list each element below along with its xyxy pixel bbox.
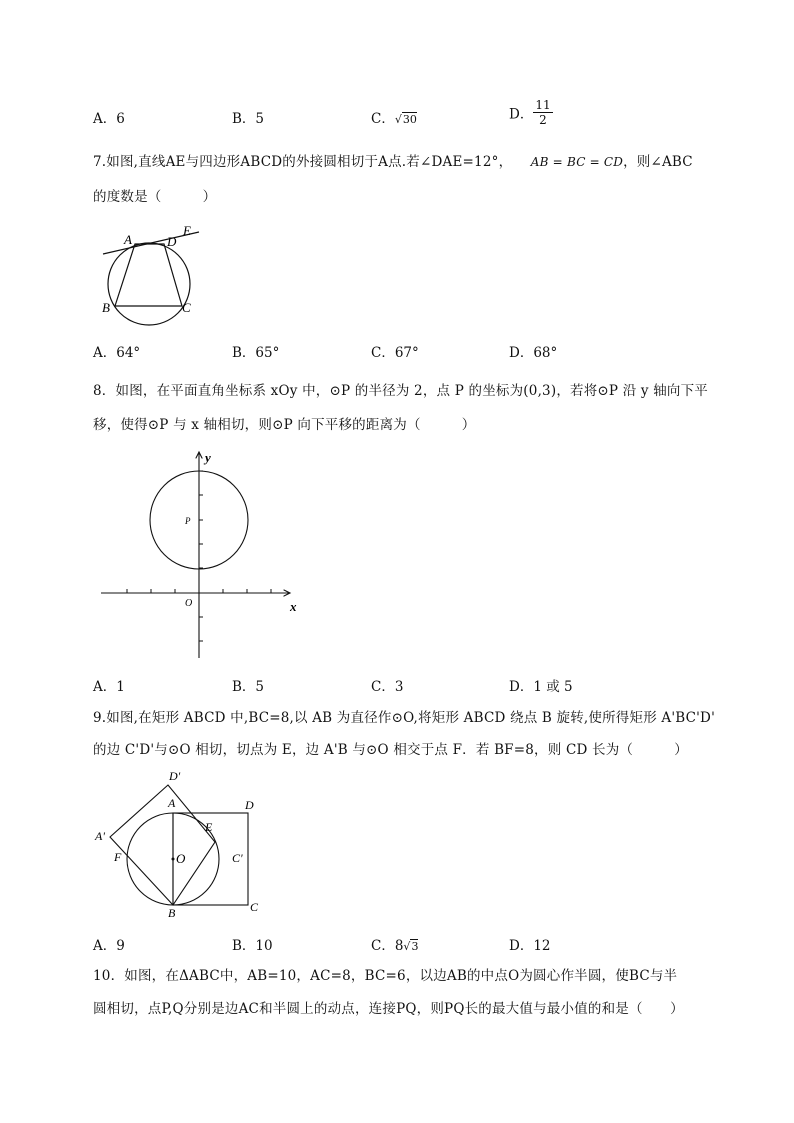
- q7-option-c: C．67°: [371, 345, 419, 361]
- q7-figure: [95, 222, 205, 327]
- q7-label-a: A: [124, 232, 132, 247]
- q9-option-d: D．12: [509, 938, 551, 954]
- q10-stem-line2: 圆相切，点P,Q分别是边AC和半圆上的动点，连接PQ，则PQ长的最大值与最小值的和是（ ）: [93, 1001, 684, 1017]
- q9-label-b: B: [168, 906, 176, 920]
- q9-label-o: O: [176, 851, 186, 866]
- q8-label-o: O: [185, 598, 193, 609]
- q9-stem-line2: 的边 C'D'与⊙O 相切，切点为 E，边 A'B 与⊙O 相交于点 F．若 BF=8，则 CD 长为（ ）: [93, 742, 688, 758]
- q6-option-d-numerator: 11: [535, 98, 551, 112]
- q6-option-d: [509, 98, 553, 127]
- q9-option-c-radicand: 3: [411, 940, 419, 953]
- q7-label-d: D: [167, 234, 177, 249]
- q9-figure: [93, 765, 268, 920]
- q7-circumcircle: [108, 243, 190, 325]
- q7-option-b: B．65°: [232, 345, 280, 361]
- q7-option-a: A．64°: [93, 345, 141, 361]
- q9-label-d-prime: D': [169, 769, 181, 783]
- q7-label-e: E: [183, 223, 191, 238]
- q9-label-d: D: [245, 798, 254, 812]
- q6-option-c: C．√30: [371, 111, 417, 127]
- q8-option-a: A．1: [93, 679, 125, 695]
- q9-rotated-rectangle: [110, 785, 215, 905]
- q9-label-e: E: [205, 820, 213, 834]
- q8-y-ticks: [199, 471, 203, 641]
- q8-label-y: y: [205, 450, 211, 465]
- q7-stem-line2: 的度数是（ ）: [93, 189, 217, 205]
- q6-option-a: A．6: [93, 111, 125, 127]
- q7-stem-text: 7.如图,直线AE与四边形ABCD的外接圆相切于A点.若∠DAE=12°，: [93, 154, 513, 170]
- q7-stem-line1: [93, 150, 693, 170]
- q7-option-d: D．68°: [509, 345, 558, 361]
- q7-equal-arcs: AB = BC = CD: [530, 155, 624, 169]
- q6-option-d-prefix: D．: [509, 106, 534, 123]
- q9-option-b: B．10: [232, 938, 273, 954]
- q8-label-x: x: [290, 599, 297, 614]
- q6-option-b: B．5: [232, 111, 265, 127]
- q8-option-c: C．3: [371, 679, 404, 695]
- q9-stem-line1: 9.如图,在矩形 ABCD 中,BC=8,以 AB 为直径作⊙O,将矩形 ABCD 绕点 B 旋转,使所得矩形 A'BC'D': [93, 710, 715, 726]
- q7-quadrilateral-abcd: [115, 244, 182, 306]
- q7-label-b: B: [102, 300, 110, 315]
- q9-label-a: A: [168, 796, 176, 810]
- q8-stem-line1: 8．如图，在平面直角坐标系 xOy 中，⊙P 的半径为 2，点 P 的坐标为(0,3)，若将⊙P 沿 y 轴向下平: [93, 383, 709, 399]
- q7-label-c: C: [182, 300, 191, 315]
- q9-option-c-text: C．8: [371, 938, 404, 954]
- q7-stem-end: ，则∠ABC: [623, 154, 693, 170]
- q6-option-c-prefix: C．: [371, 111, 395, 127]
- q8-label-p: P: [185, 516, 191, 526]
- q6-option-c-radicand: 30: [402, 113, 417, 126]
- q9-label-a-prime: A': [95, 829, 105, 843]
- q9-option-c: C．8√3: [371, 938, 419, 954]
- q8-stem-line2: 移，使得⊙P 与 x 轴相切，则⊙P 向下平移的距离为（ ）: [93, 417, 476, 433]
- q9-label-c-prime: C': [232, 851, 243, 865]
- q10-stem-line1: 10．如图，在ΔABC中，AB=10，AC=8，BC=6，以边AB的中点O为圆心作半圆，使BC与半: [93, 968, 678, 984]
- q8-option-d: D．1 或 5: [509, 679, 573, 695]
- q9-label-f: F: [114, 850, 122, 864]
- q8-option-b: B．5: [232, 679, 265, 695]
- q9-center-dot: [172, 858, 175, 861]
- q9-label-c: C: [250, 900, 259, 914]
- q6-option-d-denominator: 2: [539, 113, 547, 127]
- q8-coordinate-figure: [98, 445, 308, 660]
- q9-option-a: A．9: [93, 938, 125, 954]
